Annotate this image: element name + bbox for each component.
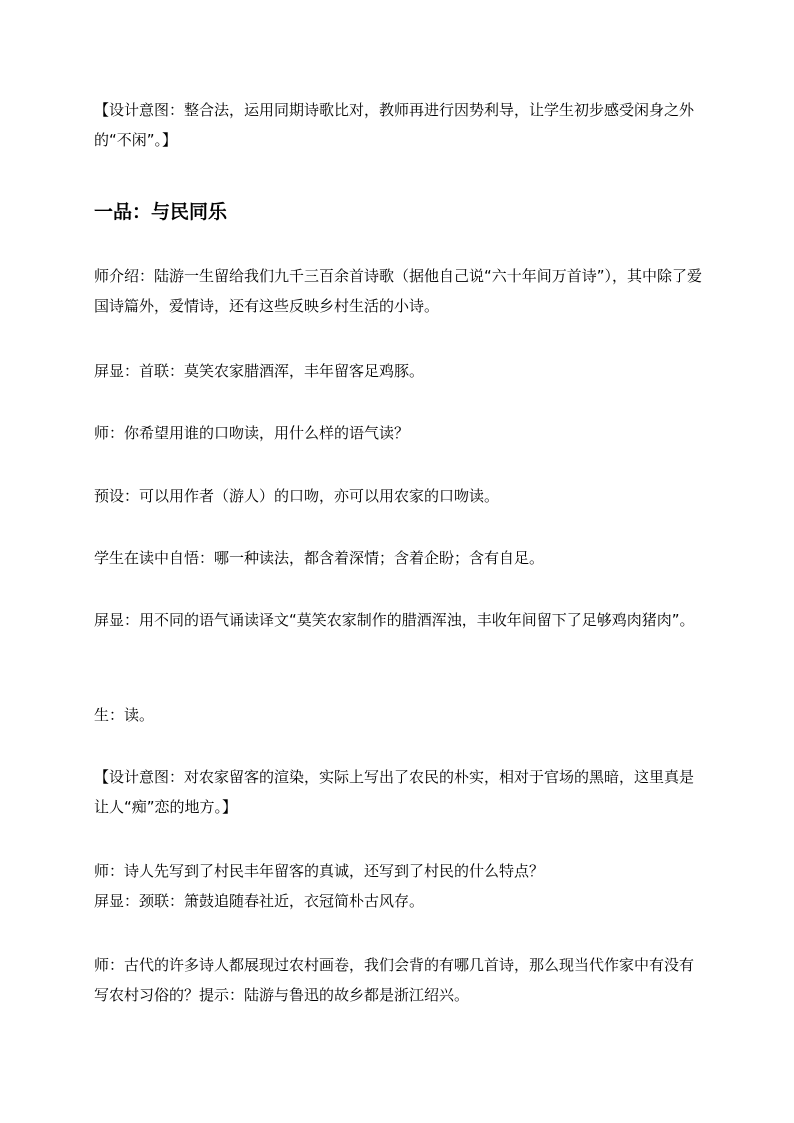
design-intent-paragraph-1: 【设计意图：整合法，运用同期诗歌比对，教师再进行因势利导，让学生初步感受闲身之外的“不闲”。】 (94, 101, 695, 149)
preset-answer-paragraph: 预设：可以用作者（游人）的口吻，亦可以用农家的口吻读。 (94, 487, 500, 505)
teacher-followup-question: 师：诗人先写到了村民丰年留客的真诚，还写到了村民的什么特点？ (94, 862, 545, 880)
design-intent-paragraph-2: 【设计意图：对农家留客的渲染，实际上写出了农民的朴实，相对于官场的黑暗，这里真是让人“痴”恋的地方。】 (94, 768, 695, 816)
student-reflection-paragraph: 学生在读中自悟：哪一种读法，都含着深情；含着企盼；含有自足。 (94, 549, 545, 567)
screen-display-couplet-1: 屏显：首联：莫笑农家腊酒浑，丰年留客足鸡豚。 (94, 362, 425, 380)
section-heading: 一品：与民同乐 (94, 201, 228, 223)
screen-display-translation: 屏显：用不同的语气诵读译文“莫笑农家制作的腊酒浑浊，丰收年间留下了足够鸡肉猪肉”。 (94, 611, 695, 629)
teacher-intro-paragraph: 师介绍：陆游一生留给我们九千三百余首诗歌（据他自己说“六十年间万首诗”），其中除了爱国诗篇外，爱情诗，还有这些反映乡村生活的小诗。 (94, 267, 703, 315)
teacher-question-paragraph: 师：你希望用谁的口吻读，用什么样的语气读？ (94, 424, 410, 442)
teacher-closing-paragraph: 师：古代的许多诗人都展现过农村画卷，我们会背的有哪几首诗，那么现当代作家中有没有写农村习俗的？提示：陆游与鲁迅的故乡都是浙江绍兴。 (94, 956, 695, 1004)
screen-display-couplet-3: 屏显：颈联：箫鼓追随春社近，衣冠简朴古风存。 (94, 892, 425, 910)
student-read-paragraph: 生：读。 (94, 706, 155, 724)
